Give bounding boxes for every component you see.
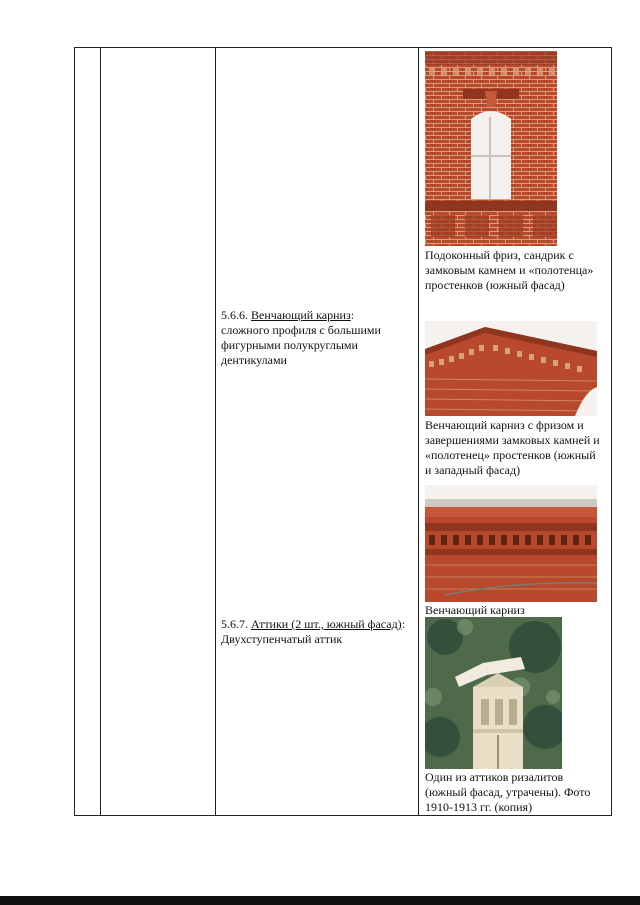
table-top-border [74,47,612,48]
section-567 [221,617,417,647]
section-567-suffix: : [401,617,406,631]
photo-attic-archive [425,617,562,769]
section-566-suffix: : [350,308,355,322]
photo-cornice [425,485,597,602]
table-col-border-3 [215,47,216,815]
table-col-border-4 [418,47,419,815]
photo-cornice-corner [425,321,597,416]
scan-edge-bar [0,896,640,905]
section-567-description: Двухступенчатый аттик [221,632,343,646]
table-bottom-border [74,815,612,816]
table-col-border-2 [100,47,101,815]
section-567-title: Аттики (2 шт., южный фасад) [251,617,402,631]
section-566 [221,308,413,368]
section-566-number: 5.6.6. [221,308,248,322]
section-567-number: 5.6.7. [221,617,248,631]
section-566-title: Венчающий карниз [251,308,351,322]
caption-cornice-corner: Венчающий карниз с фризом и завершениями замковых камней и «полотенец» простенков (южный и западный фасад) [425,418,600,477]
caption-attic-archive: Один из аттиков ризалитов (южный фасад, утрачены). Фото 1910-1913 гг. (копия) [425,770,591,814]
caption-window-frieze: Подоконный фриз, сандрик с замковым камнем и «полотенца» простенков (южный фасад) [425,248,594,292]
caption-cornice: Венчающий карниз [425,603,525,617]
table-col-border-5 [611,47,612,815]
table-col-border-1 [74,47,75,815]
section-566-description: сложного профиля с большими фигурными полукруглыми дентикулами [221,323,381,367]
photo-window-frieze [425,51,557,246]
